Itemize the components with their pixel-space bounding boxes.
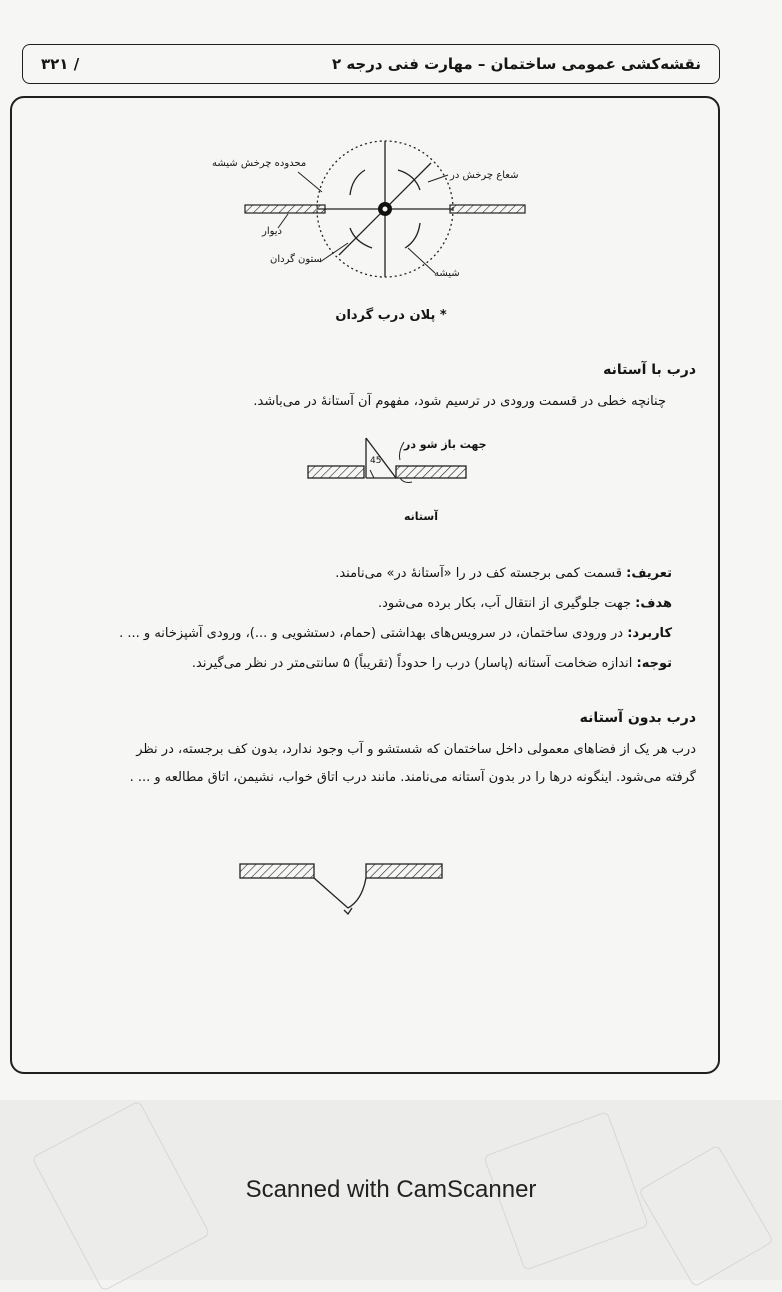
section-title-door-with-threshold: درب با آستانه <box>603 362 696 378</box>
label-wall: دیوار <box>262 226 283 237</box>
section-title-door-without-threshold: درب بدون آستانه <box>579 710 696 726</box>
usage-text: در ورودی ساختمان، در سرویس‌های بهداشتی (حمام، دستشویی و ...)، ورودی آشپزخانه و ... . <box>119 626 628 641</box>
note-text: اندازه ضخامت آستانه (پاسار) درب را حدوداً (تقریباً) ۵ سانتی‌متر در نظر می‌گیرند. <box>191 656 637 671</box>
definition-line <box>335 566 672 581</box>
label-angle: 45 <box>370 456 382 466</box>
no-threshold-door-figure <box>234 852 454 922</box>
label-glass-rotation-range: محدوده چرخش شیشه <box>212 158 307 169</box>
label-glass: شیشه <box>434 268 460 279</box>
wall-left <box>245 205 325 213</box>
page-header <box>22 44 720 84</box>
decorative-document-shape <box>638 1145 774 1288</box>
note-line <box>192 656 672 671</box>
section2-line2: گرفته می‌شود. اینگونه درها را در بدون آستانه می‌نامند. مانند درب اتاق خواب، نشیمن، اتاق مطالعه و ... . <box>129 770 696 785</box>
revolving-door-plan-figure <box>200 130 550 310</box>
note-term: توجه: <box>636 656 672 671</box>
label-threshold: آستانه <box>404 510 439 523</box>
usage-term: کاربرد: <box>627 626 672 641</box>
page-number: ۳۲۱ / <box>41 55 80 73</box>
camscanner-watermark: Scanned with CamScanner <box>245 1176 537 1203</box>
section2-line1: درب هر یک از فضاهای معمولی داخل ساختمان که شستشو و آب وجود ندارد، بدون کف برجسته، در نظر <box>136 742 696 757</box>
goal-term: هدف: <box>635 596 672 611</box>
goal-text: جهت جلوگیری از انتقال آب، بکار برده می‌شود. <box>377 596 636 611</box>
wall-right <box>450 205 525 213</box>
definition-text: قسمت کمی برجسته کف در را «آستانهٔ در» می‌نامند. <box>335 566 627 581</box>
section1-intro: چنانچه خطی در قسمت ورودی در ترسیم شود، مفهوم آن آستانهٔ در می‌باشد. <box>253 394 666 409</box>
header-title: نقشه‌کشی عمومی ساختمان – مهارت فنی درجه ۲ <box>331 55 701 73</box>
label-door-direction: جهت باز شو در <box>404 438 487 451</box>
figure1-caption: * پلان درب گردان <box>335 308 447 323</box>
label-door-rotation-radius: شعاع چرخش در <box>450 170 519 181</box>
usage-line <box>119 626 672 641</box>
label-rotating-column: ستون گردان <box>270 254 322 265</box>
definition-term: تعریف: <box>626 566 672 581</box>
goal-line <box>378 596 672 611</box>
